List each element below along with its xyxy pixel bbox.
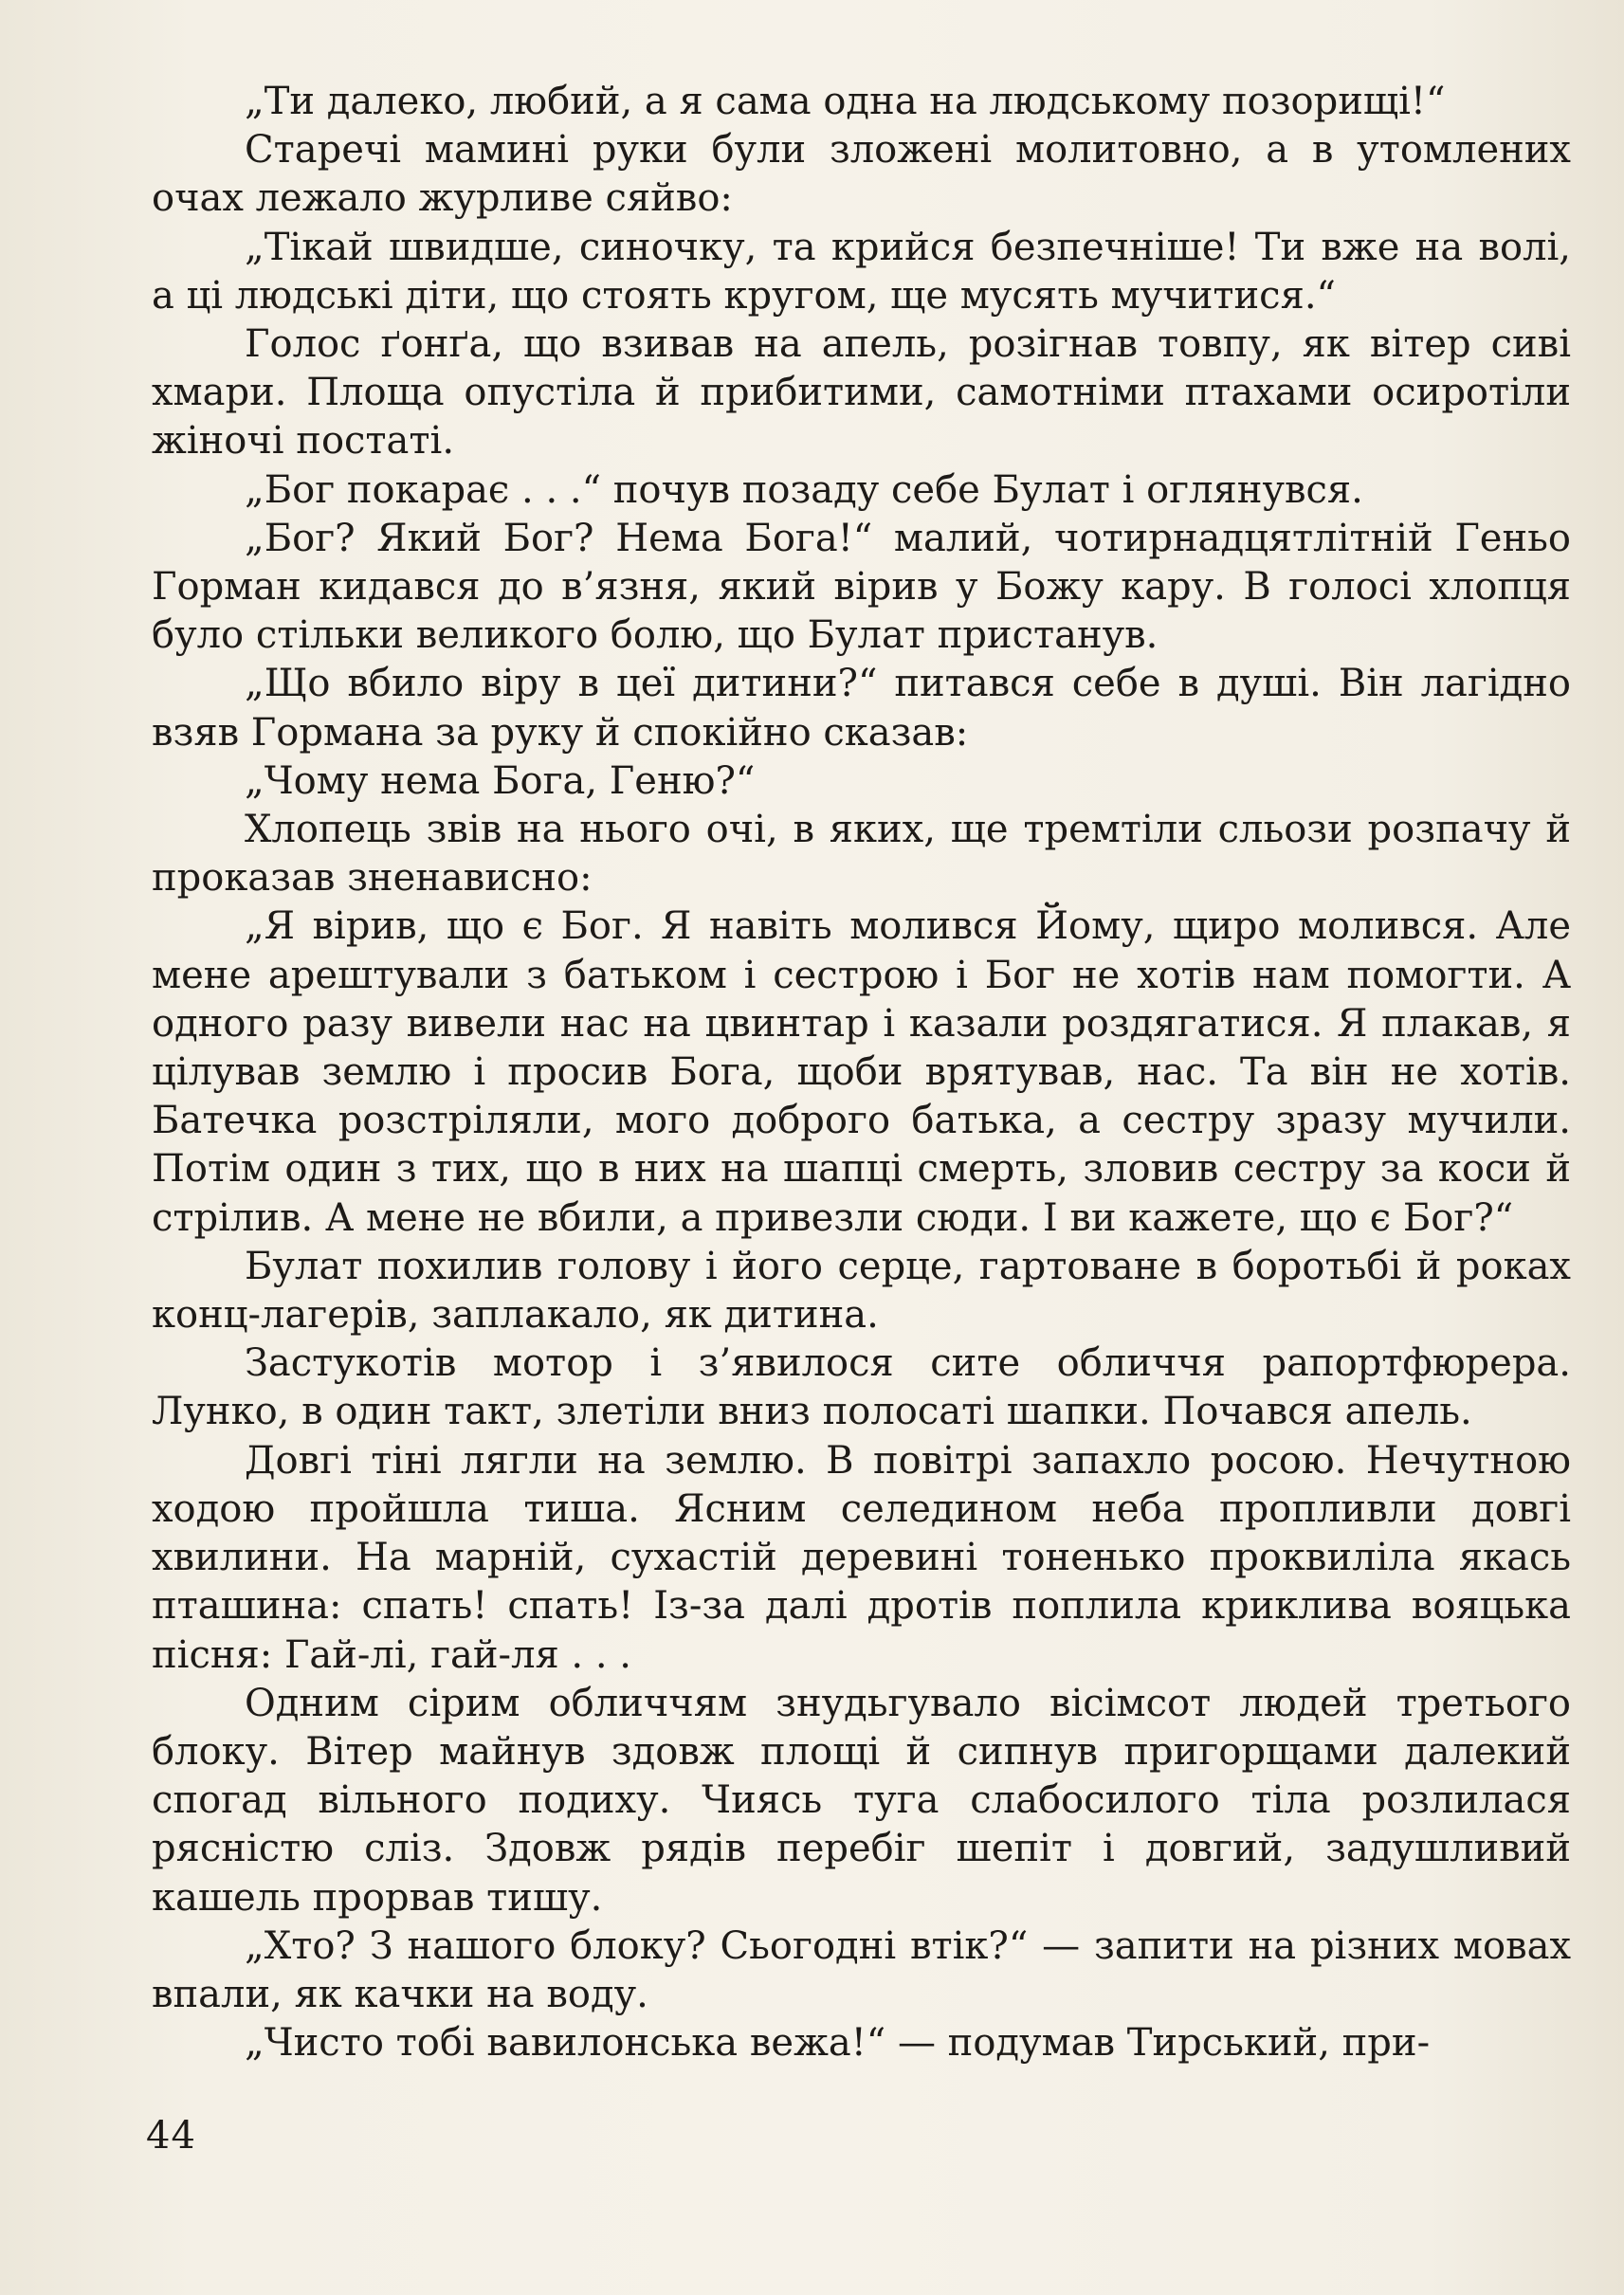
paragraph: Застукотів мотор і з’явилося сите обличчя рапортфюрера. Лунко, в один такт, злетіли вниз полосаті шапки. Почався апель. — [152, 1341, 1571, 1434]
paragraph: „Ти далеко, любий, а я сама одна на людському позорищі!“ — [245, 80, 1446, 123]
paragraph: „Я вірив, що є Бог. Я навіть молився Йому, щиро молився. Але мене арештували з батьком і сестрою і Бог не хотів нам помогти. А одного разу вивели нас на цвинтар і казали роздягатися. Я плакав, я цілував землю і просив Бога, щоби врятував, нас. Та він не хотів. Батечка розстріляли, мого доброго батька, а сестру зразу мучили. Потім один з тих, що в них на шапці смерть, зловив сестру за коси й стрілив. А мене не вбили, а привезли сюди. І ви кажете, що є Бог?“ — [152, 904, 1571, 1240]
paragraph: „Чому нема Бога, Геню?“ — [245, 758, 756, 803]
paragraph: Довгі тіні лягли на землю. В повітрі запахло росою. Нечутною ходою пройшла тиша. Ясним селедином неба пропливли довгі хвилини. На марній, сухастій деревині тоненько проквиліла якась пташина: спать! спать! Із-за далі дротів поплила криклива вояцька пісня: Гай-лі, гай-ля . . . — [152, 1438, 1571, 1677]
paragraph: Хлопець звів на нього очі, в яких, ще тремтіли сльози розпачу й проказав зненависно: — [152, 808, 1571, 901]
paragraph: „Хто? З нашого блоку? Сьогодні втік?“ — запити на різних мовах впали, як качки на воду. — [152, 1923, 1571, 2016]
paragraph: „Бог покарає . . .“ почув позаду себе Булат і оглянувся. — [245, 467, 1363, 512]
paragraph: Старечі мамині руки були зложені молитовно, а в утомлених очах лежало журливе сяйво: — [152, 128, 1571, 221]
paragraph: „Що вбило віру в цеї дитини?“ питався себе в душі. Він лагідно взяв Гормана за руку й спокійно сказав: — [152, 662, 1571, 755]
body-text — [152, 78, 1571, 2067]
paragraph: Голос ґонґа, що взивав на апель, розігнав товпу, як вітер сиві хмари. Площа опустіла й прибитими, самотніми птахами осиротіли жіночі постаті. — [152, 322, 1571, 464]
paragraph: Одним сірим обличчям знудьгувало вісімсот людей третього блоку. Вітер майнув здовж площі й сипнув пригорщами далекий спогад вільного подиху. Чиясь туга слабосилого тіла розлилася рясністю сліз. Здовж рядів перебіг шепіт і довгий, задушливий кашель прорвав тишу. — [152, 1681, 1571, 1920]
paragraph: „Бог? Який Бог? Нема Бога!“ малий, чотирнадцятлітній Геньо Горман кидався до в’язня, який вірив у Божу кару. В голосі хлопця було стільки великого болю, що Булат пристанув. — [152, 516, 1571, 658]
paragraph: „Чисто тобі вавилонська вежа!“ — подумав Тирський, при- — [245, 2021, 1431, 2066]
paragraph: „Тікай швидше, синочку, та крийся безпечніше! Ти вже на волі, а ці людські діти, що стоять кругом, ще мусять мучитися.“ — [152, 225, 1571, 318]
page-number: 44 — [146, 2114, 196, 2158]
paragraph: Булат похилив голову і його серце, гартоване в боротьбі й роках конц-лагерів, заплакало, як дитина. — [152, 1244, 1571, 1338]
